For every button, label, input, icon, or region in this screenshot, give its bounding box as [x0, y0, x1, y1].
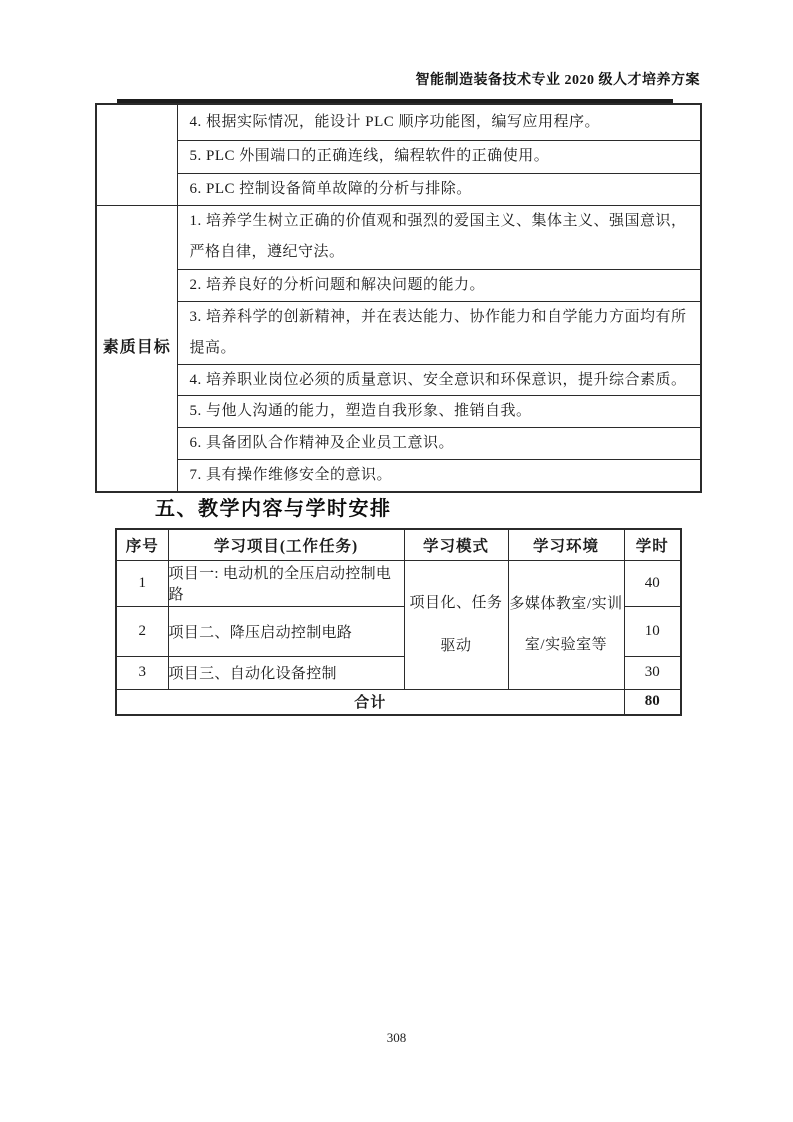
- objective-item: 5. PLC 外围端口的正确连线，编程软件的正确使用。: [177, 140, 701, 173]
- section-title: 五、教学内容与学时安排: [155, 498, 392, 520]
- total-label-cell: 合计: [116, 689, 624, 715]
- schedule-header-row: [116, 529, 681, 560]
- objective-item: 4. 根据实际情况，能设计 PLC 顺序功能图，编写应用程序。: [177, 104, 701, 140]
- table-row: [96, 301, 701, 364]
- quality-objective-item: 5. 与他人沟通的能力，塑造自我形象、推销自我。: [177, 396, 701, 428]
- column-header-environment: 学习环境: [508, 529, 624, 560]
- quality-objective-item: 1. 培养学生树立正确的价值观和强烈的爱国主义、集体主义、强国意识，严格自律，遵纪守法。: [177, 205, 701, 269]
- quality-objective-item: 6. 具备团队合作精神及企业员工意识。: [177, 428, 701, 460]
- learning-mode-cell: 项目化、任务驱动: [404, 560, 508, 689]
- document-header-title: 智能制造装备技术专业 2020 级人才培养方案: [415, 73, 700, 88]
- table-row: [96, 428, 701, 460]
- total-hours-cell: 80: [624, 689, 681, 715]
- row-no-cell: 2: [116, 606, 168, 656]
- column-header-no: 序号: [116, 529, 168, 560]
- table-row: [96, 364, 701, 396]
- schedule-total-row: [116, 689, 681, 715]
- table-row: [96, 460, 701, 492]
- row-no-cell: 1: [116, 560, 168, 606]
- table-row: [96, 396, 701, 428]
- schedule-row: [116, 560, 681, 606]
- column-header-mode: 学习模式: [404, 529, 508, 560]
- row-project-cell: 项目二、降压启动控制电路: [168, 606, 404, 656]
- column-header-project: 学习项目(工作任务): [168, 529, 404, 560]
- quality-objective-item: 2. 培养良好的分析问题和解决问题的能力。: [177, 269, 701, 301]
- row-hours-cell: 10: [624, 606, 681, 656]
- table-row: [96, 173, 701, 205]
- row-project-cell: 项目一: 电动机的全压启动控制电路: [168, 560, 404, 606]
- table-row: [96, 269, 701, 301]
- table-row: [96, 205, 701, 269]
- row-hours-cell: 30: [624, 656, 681, 689]
- quality-objective-item: 7. 具有操作维修安全的意识。: [177, 460, 701, 492]
- quality-objectives-label-cell: 素质目标: [96, 205, 177, 492]
- objectives-table: [95, 103, 702, 493]
- quality-objective-item: 4. 培养职业岗位必须的质量意识、安全意识和环保意识，提升综合素质。: [177, 364, 701, 396]
- objectives-empty-category-cell: [96, 104, 177, 205]
- page-number: 308: [386, 1030, 407, 1045]
- row-no-cell: 3: [116, 656, 168, 689]
- schedule-table: [115, 528, 682, 716]
- objective-item: 6. PLC 控制设备简单故障的分析与排除。: [177, 173, 701, 205]
- table-row: [96, 104, 701, 140]
- quality-objective-item: 3. 培养科学的创新精神，并在表达能力、协作能力和自学能力方面均有所提高。: [177, 301, 701, 364]
- column-header-hours: 学时: [624, 529, 681, 560]
- row-project-cell: 项目三、自动化设备控制: [168, 656, 404, 689]
- learning-environment-cell: 多媒体教室/实训室/实验室等: [508, 560, 624, 689]
- row-hours-cell: 40: [624, 560, 681, 606]
- table-row: [96, 140, 701, 173]
